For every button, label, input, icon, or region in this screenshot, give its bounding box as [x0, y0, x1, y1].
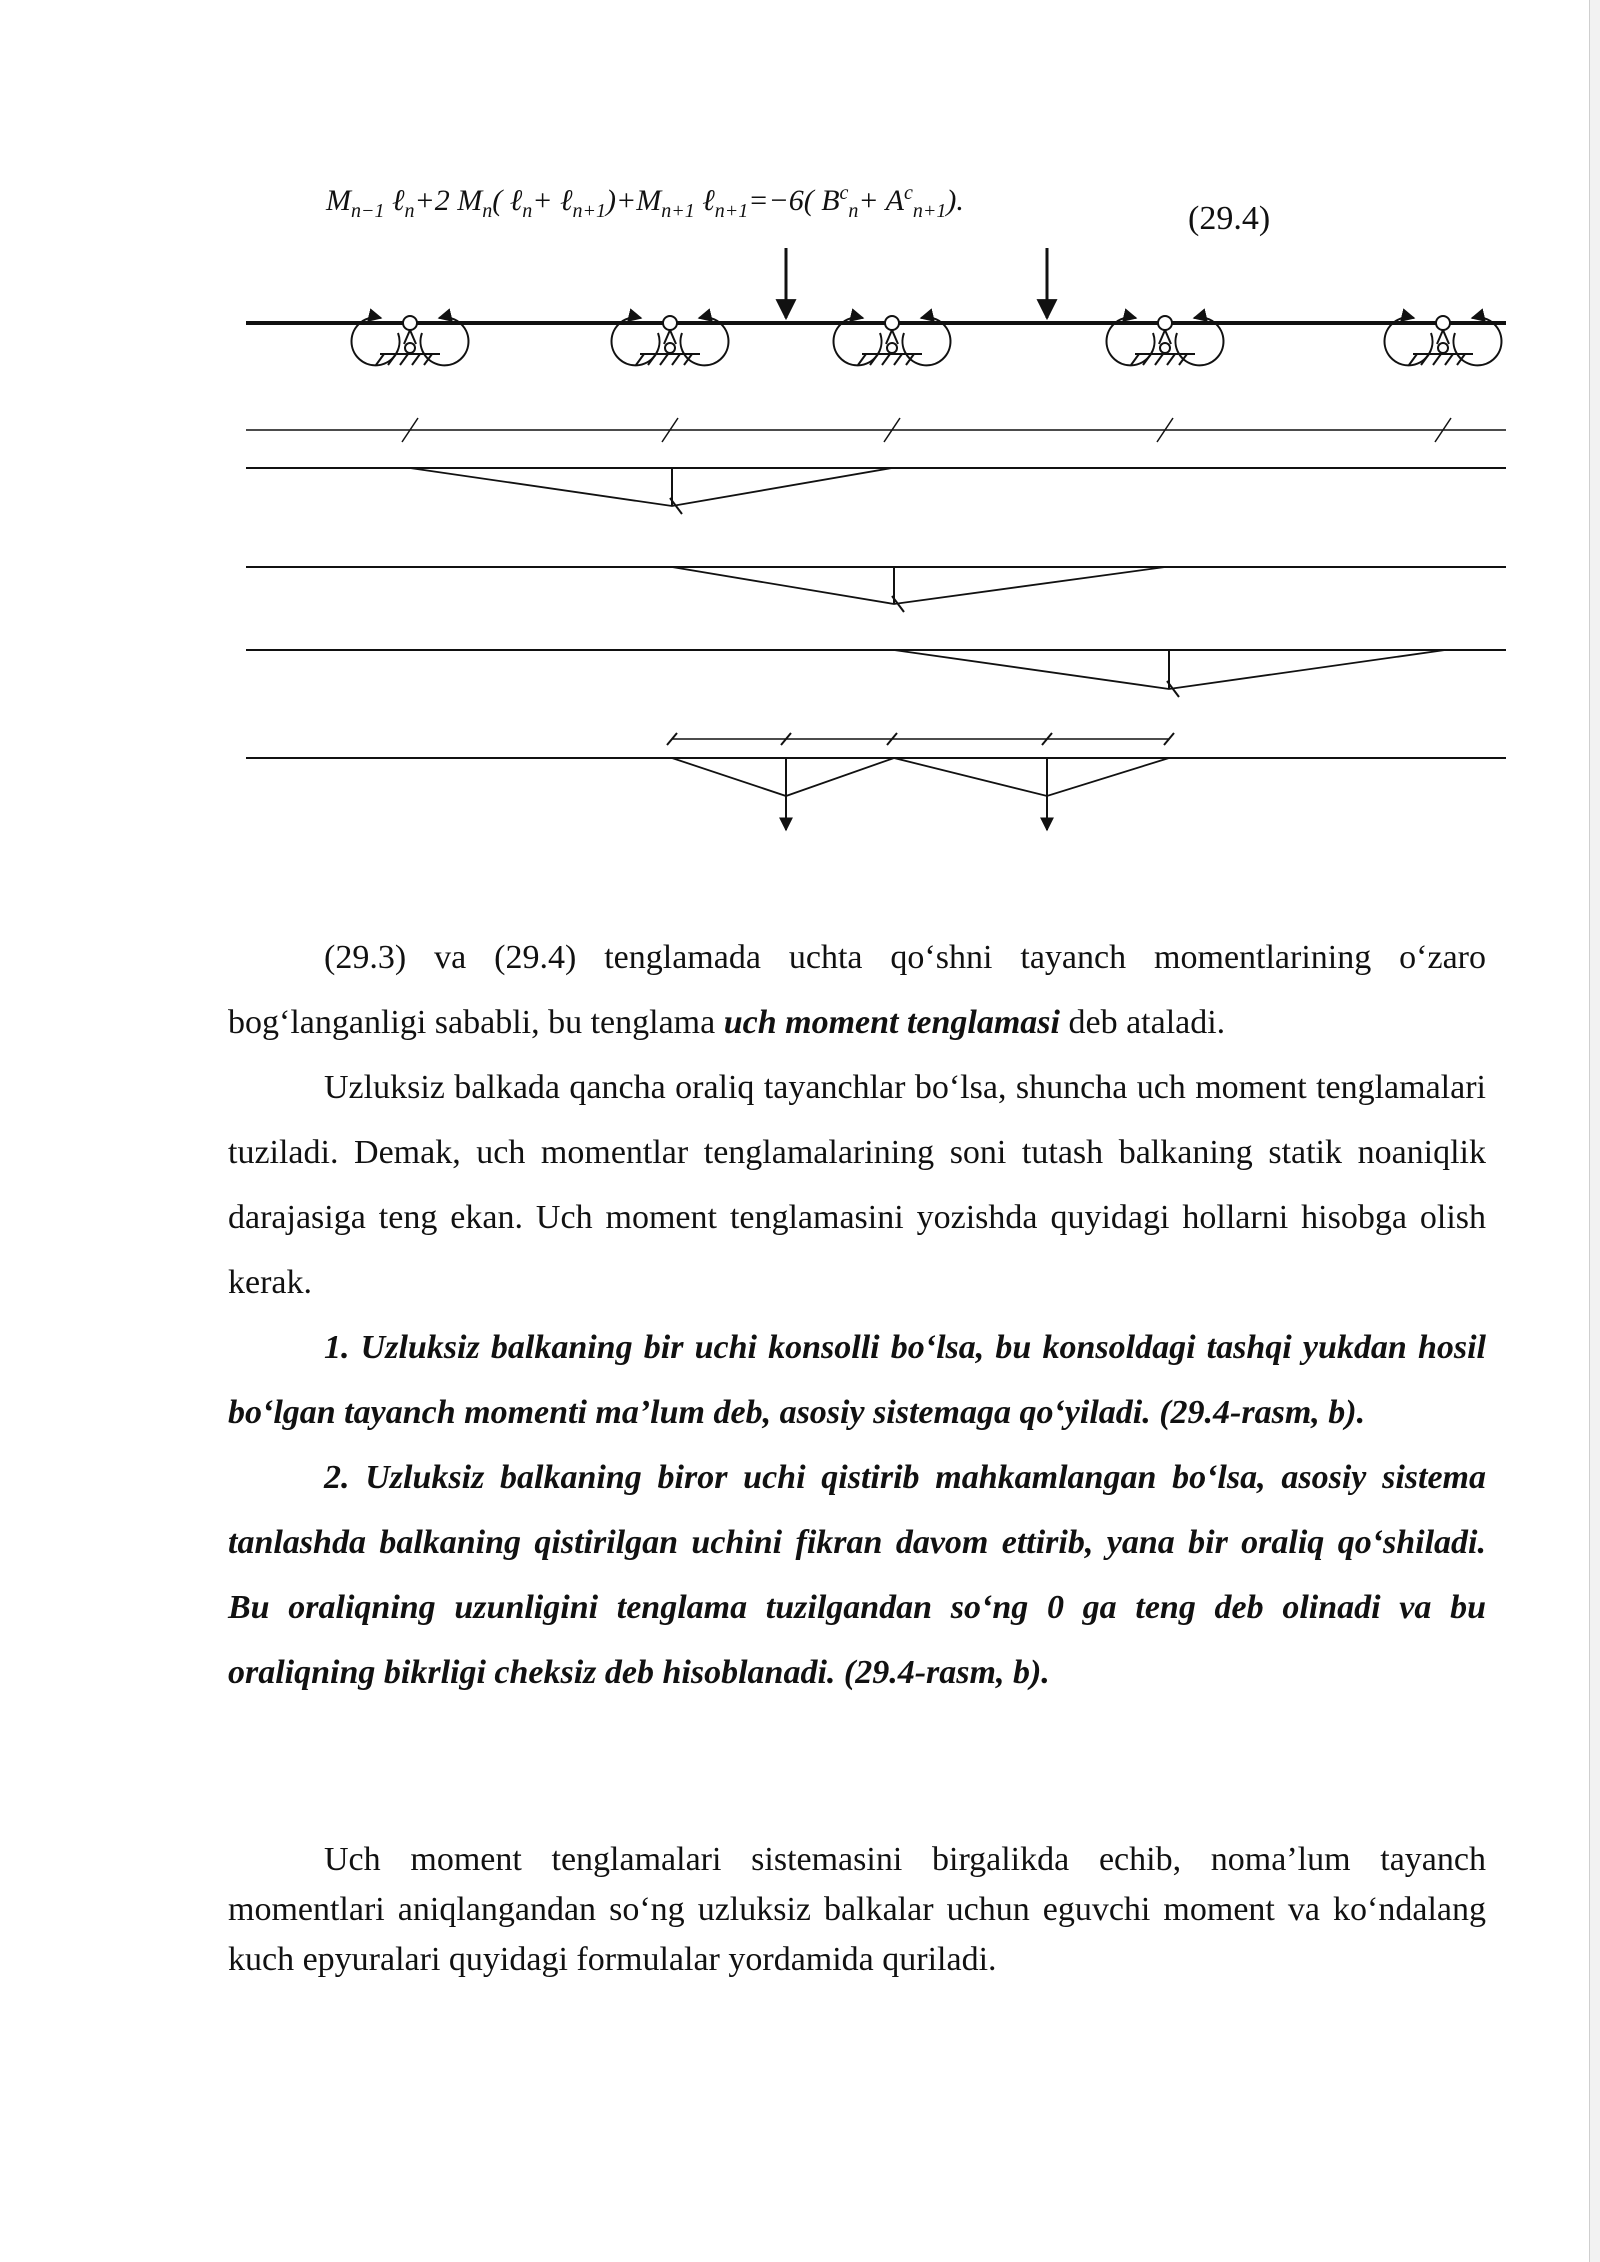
paragraph-5: Uch moment tenglamalari sistemasini birgalikda echib, noma’lum tayanch momentlari aniqlangandan so‘ng uzluksiz balkalar uchun eguvchi moment va ko‘ndalang kuch epyuralari quyidagi formulalar yordamida quriladi. [228, 1841, 1486, 1978]
final-paragraph-block [228, 1835, 1486, 1985]
paragraph-1: (29.3) va (29.4) tenglamada uchta qo‘shni tayanch momentlarining o‘zaro bog‘langanligi sababli, bu tenglama uch moment tenglamasi deb ataladi. [228, 939, 1486, 1041]
unit-moment-diagram-3 [246, 650, 1506, 697]
unit-moment-diagram-2 [246, 567, 1506, 612]
unit-moment-diagram-1 [246, 468, 1506, 514]
paragraph-2: Uzluksiz balkada qancha oraliq tayanchlar bo‘lsa, shuncha uch moment tenglamalari tuziladi. Demak, uch momentlar tenglamalarining soni tutash balkaning statik noaniqlik darajasiga teng ekan. Uch moment tenglamasini yozishda quyidagi hollarni hisobga olish kerak. [228, 1069, 1486, 1301]
term-uch-moment: uch moment tenglamasi [723, 1004, 1060, 1041]
equation-number: (29.4) [1188, 200, 1271, 237]
body-text [228, 925, 1486, 1705]
load-moment-diagram [246, 733, 1506, 830]
rule-2: 2. Uzluksiz balkaning biror uchi qistirib mahkamlangan bo‘lsa, asosiy sistema tanlashda balkaning qistirilgan uchini fikran davom ettirib, yana bir oraliq qo‘shiladi. Bu oraliqning uzunligini tenglama tuzilgandan so‘ng 0 ga teng deb olinadi va bu oraliqning bikrligi cheksiz deb hisoblanadi. (29.4-rasm, b). [228, 1459, 1486, 1691]
continuous-beam-figure [0, 230, 1600, 850]
three-moment-equation: $M_{n-1}$ ℓ$_n$+2 $M_n$( ℓ$_n$+ $\ell_{n+1})+M_{n+1}$ ℓ$_{n+1}$=−6( $B^c_n+ A^c_{n+1}$). [326, 182, 964, 222]
basic-system-line [246, 418, 1506, 442]
rule-1: 1. Uzluksiz balkaning bir uchi konsolli bo‘lsa, bu konsoldagi tashqi yukdan hosil bo‘lgan tayanch momenti ma’lum deb, asosiy sistemaga qo‘yiladi. (29.4-rasm, b). [228, 1329, 1486, 1431]
